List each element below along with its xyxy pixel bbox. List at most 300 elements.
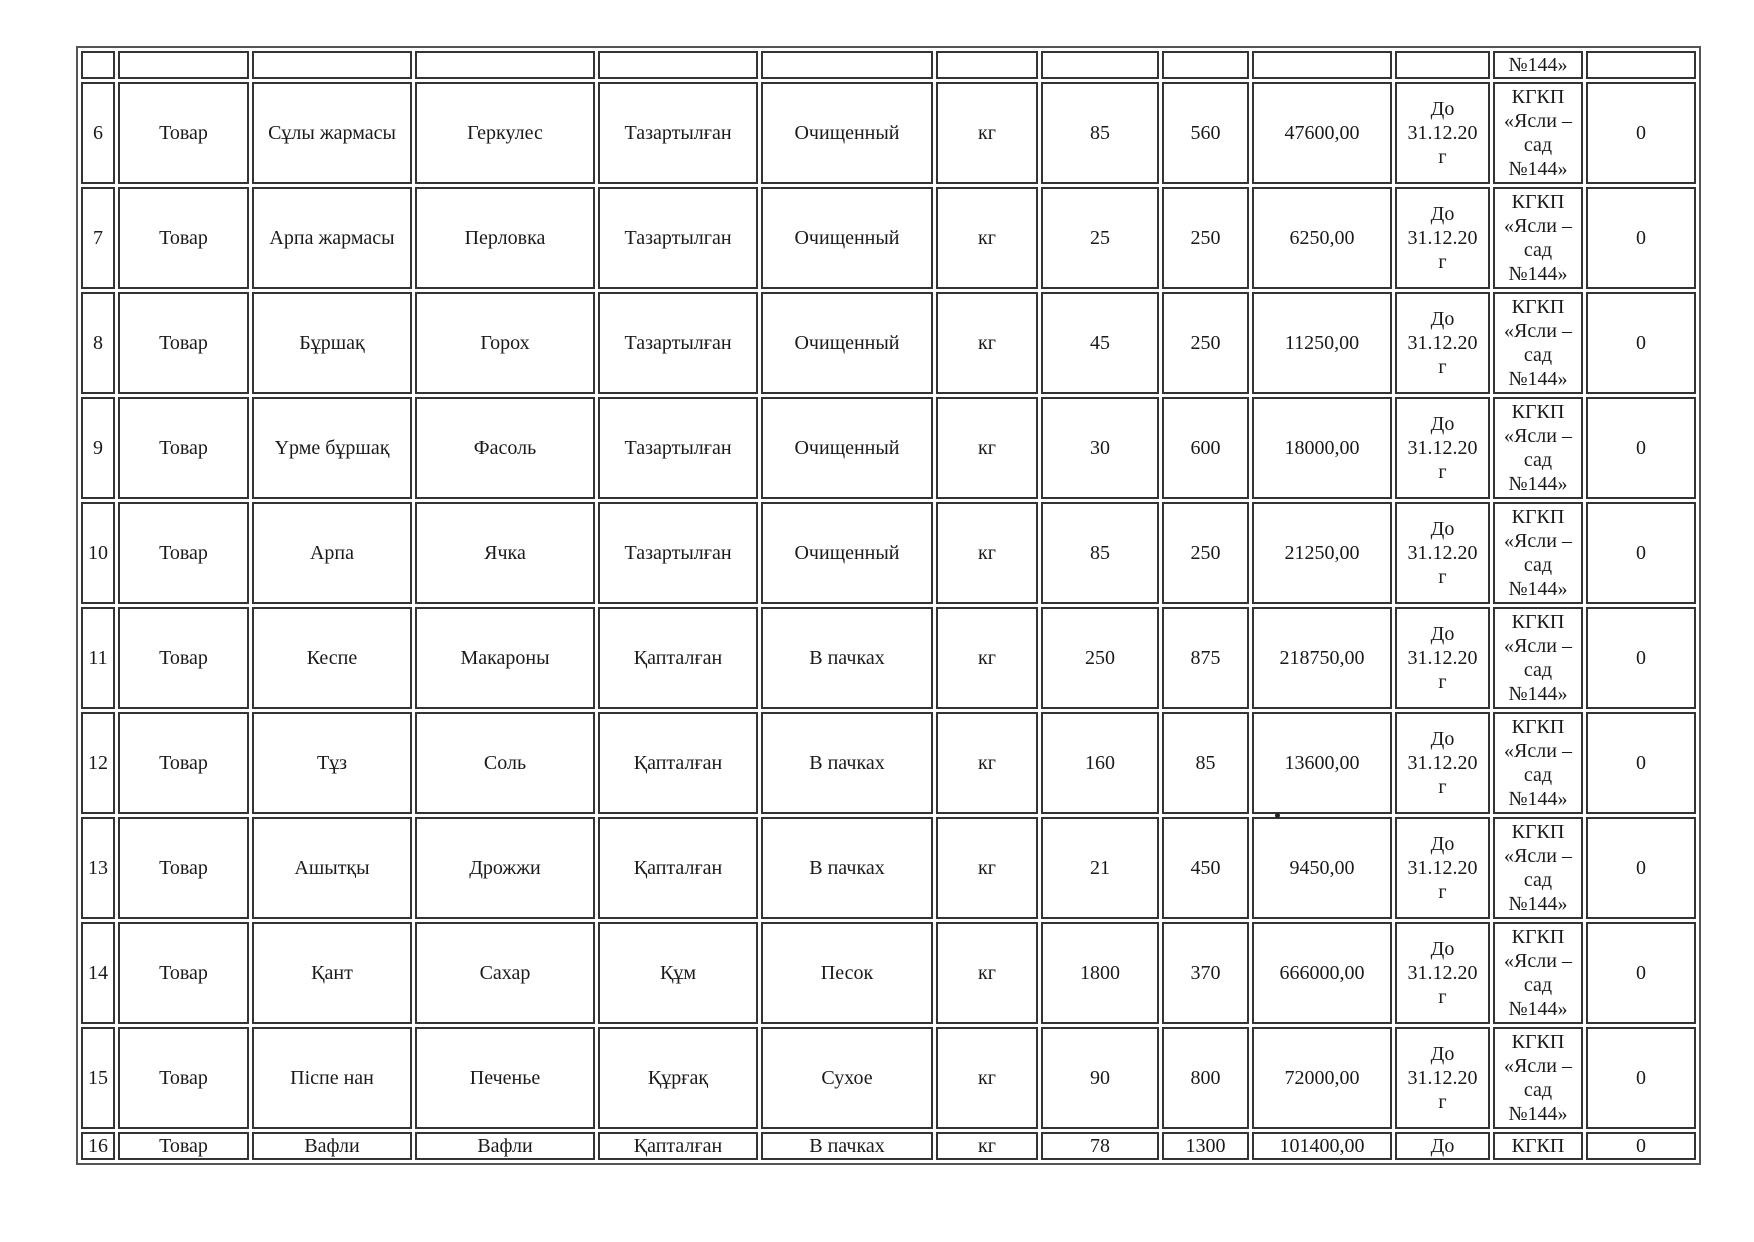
cell <box>81 51 115 79</box>
cell-sum-text: 47600,00 <box>1284 122 1360 144</box>
cell-unit-text: кг <box>978 332 996 354</box>
cell-type <box>118 1027 249 1129</box>
cell-price <box>1162 292 1249 394</box>
cell-price <box>1162 712 1249 814</box>
cell-sum-text: 9450,00 <box>1289 857 1355 879</box>
cell-char-kz-text: Қапталған <box>633 647 723 669</box>
cell-name-ru-text: Перловка <box>464 227 546 249</box>
table-row <box>81 292 1696 394</box>
cell-type-text: Товар <box>159 647 208 669</box>
cell-advance-text: 0 <box>1636 332 1646 354</box>
cell-name-kz-text: Вафли <box>304 1135 360 1157</box>
cell-sum <box>1252 1132 1392 1160</box>
cell-quantity <box>1041 922 1159 1024</box>
cell <box>761 51 933 79</box>
cell-price-text: 250 <box>1190 332 1221 354</box>
cell-sum <box>1252 82 1392 184</box>
cell-term <box>1395 1027 1490 1129</box>
table-row <box>81 187 1696 289</box>
cell-char-ru-text: В пачках <box>809 647 885 669</box>
cell-sum <box>1252 292 1392 394</box>
cell-char-ru-text: В пачках <box>809 752 885 774</box>
cell-char-ru <box>761 607 933 709</box>
cell-type-text: Товар <box>159 122 208 144</box>
cell-org <box>1493 502 1583 604</box>
cell-char-kz <box>598 1027 758 1129</box>
cell <box>415 51 595 79</box>
cell-unit <box>936 817 1038 919</box>
cell-name-kz-text: Ашытқы <box>294 857 370 879</box>
cell-name-kz-text: Арпа жармасы <box>269 227 395 249</box>
cell-quantity-text: 85 <box>1090 122 1110 144</box>
cell-quantity <box>1041 187 1159 289</box>
cell-price-text: 85 <box>1195 752 1216 774</box>
cell-name-ru <box>415 82 595 184</box>
cell-unit <box>936 712 1038 814</box>
cell-char-kz <box>598 397 758 499</box>
cell-advance-text: 0 <box>1636 1067 1646 1089</box>
cell-org-text: КГКП «Ясли – сад №144» <box>1504 716 1572 810</box>
cell-price-text: 600 <box>1190 437 1221 459</box>
cell-type <box>118 397 249 499</box>
cell-number-text: 6 <box>93 122 103 144</box>
cell-number <box>81 397 115 499</box>
cell-name-ru-text: Сахар <box>479 962 531 984</box>
cell-org <box>1493 817 1583 919</box>
cell-name-ru <box>415 292 595 394</box>
cell-char-ru <box>761 82 933 184</box>
cell-quantity-text: 21 <box>1090 857 1110 879</box>
cell-org-text: КГКП «Ясли – сад №144» <box>1504 611 1572 705</box>
cell-type-text: Товар <box>159 962 208 984</box>
cell-term-text: До 31.12.20 г <box>1407 308 1478 378</box>
cell-unit <box>936 607 1038 709</box>
cell-name-kz-text: Тұз <box>316 752 348 774</box>
cell <box>118 51 249 79</box>
cell-org <box>1493 712 1583 814</box>
cell-advance <box>1586 397 1696 499</box>
cell-char-ru-text: Очищенный <box>794 542 900 564</box>
cell-name-kz <box>252 817 412 919</box>
cell-quantity <box>1041 817 1159 919</box>
cell-unit-text: кг <box>978 122 996 144</box>
cell-advance <box>1586 712 1696 814</box>
cell-char-kz <box>598 1132 758 1160</box>
cell-name-ru <box>415 502 595 604</box>
cell-name-kz-text: Қант <box>311 962 353 984</box>
cell-quantity <box>1041 1132 1159 1160</box>
cell-name-ru <box>415 607 595 709</box>
cell-quantity <box>1041 1027 1159 1129</box>
cell-term <box>1395 82 1490 184</box>
cell-char-ru <box>761 397 933 499</box>
cell-char-ru <box>761 1132 933 1160</box>
cell-org <box>1493 292 1583 394</box>
cell-org-text: КГКП <box>1511 1135 1565 1157</box>
cell-quantity <box>1041 82 1159 184</box>
cell-type <box>118 712 249 814</box>
cell-term-text: До <box>1430 1135 1455 1157</box>
cell-number <box>81 1027 115 1129</box>
cell-advance <box>1586 82 1696 184</box>
cell-org-text: КГКП «Ясли – сад №144» <box>1504 296 1572 390</box>
cell-type <box>118 292 249 394</box>
cell-advance-text: 0 <box>1636 647 1646 669</box>
cell-quantity-text: 1800 <box>1080 962 1120 984</box>
cell-char-kz <box>598 817 758 919</box>
cell-unit <box>936 397 1038 499</box>
cell-name-ru-text: Фасоль <box>473 437 537 459</box>
cell-term <box>1395 502 1490 604</box>
cell-term <box>1395 607 1490 709</box>
cell-org <box>1493 187 1583 289</box>
cell-name-ru-text: Горох <box>480 332 530 354</box>
cell-quantity-text: 90 <box>1090 1067 1110 1089</box>
cell-char-kz-text: Тазартылған <box>624 122 732 144</box>
cell-char-ru <box>761 187 933 289</box>
cell-type-text: Товар <box>159 1067 208 1089</box>
cell-advance-text: 0 <box>1636 227 1646 249</box>
cell-unit-text: кг <box>978 1067 996 1089</box>
cell-number-text: 11 <box>88 647 108 669</box>
cell-term-text: До 31.12.20 г <box>1407 728 1478 798</box>
table-row <box>81 607 1696 709</box>
cell-term-text: До 31.12.20 г <box>1407 938 1478 1008</box>
cell <box>936 51 1038 79</box>
cell-number-text: 12 <box>88 752 108 774</box>
cell-term-text: До 31.12.20 г <box>1407 413 1478 483</box>
cell-org <box>1493 397 1583 499</box>
cell <box>1041 51 1159 79</box>
cell-char-ru-text: В пачках <box>809 1135 885 1157</box>
cell-unit-text: кг <box>978 437 996 459</box>
cell-sum <box>1252 397 1392 499</box>
table-body <box>81 51 1696 1160</box>
cell <box>1162 51 1249 79</box>
cell-org <box>1493 82 1583 184</box>
cell <box>598 51 758 79</box>
cell-price-text: 1300 <box>1185 1135 1226 1157</box>
cell-number <box>81 607 115 709</box>
cell-sum-text: 72000,00 <box>1284 1067 1360 1089</box>
cell-org <box>1493 1027 1583 1129</box>
cell-name-ru-text: Вафли <box>477 1135 533 1157</box>
cell-term-text: До 31.12.20 г <box>1407 1043 1478 1113</box>
table-row <box>81 397 1696 499</box>
cell-sum <box>1252 187 1392 289</box>
cell-term-text: До 31.12.20 г <box>1407 518 1478 588</box>
cell-name-kz <box>252 292 412 394</box>
cell-char-kz-text: Қапталған <box>633 857 723 879</box>
cell-quantity-text: 25 <box>1090 227 1110 249</box>
cell-char-ru <box>761 817 933 919</box>
cell-advance <box>1586 292 1696 394</box>
cell-name-ru <box>415 817 595 919</box>
cell-sum-text: 6250,00 <box>1289 227 1355 249</box>
cell-price <box>1162 187 1249 289</box>
cell-advance-text: 0 <box>1636 122 1646 144</box>
cell-price-text: 875 <box>1190 647 1221 669</box>
cell-unit-text: кг <box>978 857 996 879</box>
cell-unit-text: кг <box>978 752 996 774</box>
cell-sum-text: 13600,00 <box>1284 752 1360 774</box>
cell-number <box>81 292 115 394</box>
cell-unit-text: кг <box>978 542 996 564</box>
cell-price <box>1162 817 1249 919</box>
cell-number <box>81 502 115 604</box>
cell-char-kz <box>598 922 758 1024</box>
cell-type-text: Товар <box>159 542 208 564</box>
cell-unit <box>936 187 1038 289</box>
cell-sum <box>1252 502 1392 604</box>
cell-number <box>81 817 115 919</box>
cell-advance-text: 0 <box>1636 857 1646 879</box>
cell-sum-text: 11250,00 <box>1284 332 1360 354</box>
cell-term <box>1395 817 1490 919</box>
cell-type-text: Товар <box>159 437 208 459</box>
cell-price-text: 800 <box>1190 1067 1221 1089</box>
cell-name-ru <box>415 397 595 499</box>
cell-number-text: 15 <box>88 1067 108 1089</box>
cell-advance <box>1586 922 1696 1024</box>
cell-org <box>1493 607 1583 709</box>
cell-unit-text: кг <box>978 1135 996 1157</box>
cell-name-kz <box>252 922 412 1024</box>
cell-term <box>1395 292 1490 394</box>
cell-name-kz <box>252 397 412 499</box>
cell-name-ru <box>415 1027 595 1129</box>
cell-char-kz <box>598 82 758 184</box>
cell-char-kz-text: Тазартылған <box>624 332 732 354</box>
cell-sum-text: 21250,00 <box>1284 542 1360 564</box>
cell-sum-text: 101400,00 <box>1279 1135 1365 1157</box>
cell-name-ru <box>415 1132 595 1160</box>
cell-quantity <box>1041 712 1159 814</box>
cell-unit-text: кг <box>978 962 996 984</box>
cell-number-text: 10 <box>88 542 108 564</box>
cell-char-ru-text: Песок <box>820 962 874 984</box>
cell-char-ru <box>761 1027 933 1129</box>
cell-name-kz <box>252 502 412 604</box>
cell-quantity-text: 250 <box>1085 647 1115 669</box>
cell-char-kz <box>598 292 758 394</box>
cell-org-text: КГКП «Ясли – сад №144» <box>1504 821 1572 915</box>
cell-advance-text: 0 <box>1636 437 1646 459</box>
cell-number <box>81 82 115 184</box>
cell-name-ru <box>415 712 595 814</box>
cell-org-text: КГКП «Ясли – сад №144» <box>1504 86 1572 180</box>
cell-type <box>118 922 249 1024</box>
cell-char-kz <box>598 607 758 709</box>
cell-type <box>118 607 249 709</box>
cell-price <box>1162 922 1249 1024</box>
cell-number-text: 7 <box>93 227 103 249</box>
cell-type <box>118 817 249 919</box>
cell-term <box>1395 187 1490 289</box>
cell-number-text: 9 <box>93 437 103 459</box>
cell-sum <box>1252 922 1392 1024</box>
cell-quantity-text: 30 <box>1090 437 1110 459</box>
cell-sum-text: 18000,00 <box>1284 437 1360 459</box>
table-row <box>81 712 1696 814</box>
cell-unit <box>936 502 1038 604</box>
cell-price <box>1162 502 1249 604</box>
cell-name-kz <box>252 1027 412 1129</box>
cell-type-text: Товар <box>159 857 208 879</box>
cell-sum <box>1252 607 1392 709</box>
cell-char-ru-text: Сухое <box>821 1067 873 1089</box>
cell-sum <box>1252 1027 1392 1129</box>
cell-advance <box>1586 187 1696 289</box>
cell-term-text: До 31.12.20 г <box>1407 833 1478 903</box>
cell-char-kz-text: Тазартылган <box>624 227 732 249</box>
cell-advance-text: 0 <box>1636 962 1646 984</box>
cell-term-text: До 31.12.20 г <box>1407 203 1478 273</box>
cell-price-text: 450 <box>1190 857 1221 879</box>
cell-number <box>81 1132 115 1160</box>
table-row <box>81 922 1696 1024</box>
cell-advance <box>1586 1027 1696 1129</box>
cell-type-text: Товар <box>159 227 208 249</box>
cell <box>1252 51 1392 79</box>
table-row-partial <box>81 51 1696 79</box>
cell-unit <box>936 922 1038 1024</box>
cell-type-text: Товар <box>159 332 208 354</box>
cell-quantity-text: 160 <box>1085 752 1115 774</box>
cell-name-kz <box>252 712 412 814</box>
cell-org-text: КГКП «Ясли – сад №144» <box>1504 926 1572 1020</box>
cell-name-ru <box>415 922 595 1024</box>
cell-advance-text: 0 <box>1636 542 1646 564</box>
cell-number-text: 13 <box>88 857 108 879</box>
cell-char-kz <box>598 502 758 604</box>
table-row <box>81 817 1696 919</box>
cell-char-ru-text: Очищенный <box>794 437 900 459</box>
goods-table <box>76 46 1701 1165</box>
cell-advance <box>1586 1132 1696 1160</box>
cell-quantity <box>1041 607 1159 709</box>
cell-term-text: До 31.12.20 г <box>1407 623 1478 693</box>
cell <box>252 51 412 79</box>
cell-price <box>1162 607 1249 709</box>
cell-quantity <box>1041 292 1159 394</box>
cell-price-text: 250 <box>1190 227 1221 249</box>
cell-name-kz-text: Піспе нан <box>290 1067 374 1089</box>
cell-char-kz-text: Қапталған <box>633 752 723 774</box>
cell-term-text: До 31.12.20 г <box>1407 98 1478 168</box>
table-row <box>81 502 1696 604</box>
cell-quantity <box>1041 397 1159 499</box>
cell-name-kz <box>252 82 412 184</box>
cell-org-text: КГКП «Ясли – сад №144» <box>1504 1031 1572 1125</box>
cell-price <box>1162 1027 1249 1129</box>
cell-unit <box>936 1132 1038 1160</box>
cell-name-kz-text: Бұршақ <box>299 332 365 354</box>
cell-name-kz <box>252 1132 412 1160</box>
cell-unit <box>936 292 1038 394</box>
cell-unit <box>936 82 1038 184</box>
cell-char-kz-text: Қапталған <box>633 1135 723 1157</box>
cell-name-kz-text: Арпа <box>309 542 355 564</box>
cell-advance <box>1586 817 1696 919</box>
cell-char-ru-text: Очищенный <box>794 122 900 144</box>
cell-quantity <box>1041 502 1159 604</box>
cell-quantity-text: 78 <box>1090 1135 1110 1157</box>
cell-org-text: КГКП «Ясли – сад №144» <box>1504 506 1572 600</box>
scan-speck <box>1275 813 1280 818</box>
cell <box>1395 51 1490 79</box>
cell-char-ru-text: В пачках <box>809 857 885 879</box>
cell-type-text: Товар <box>159 1135 208 1157</box>
cell-term <box>1395 922 1490 1024</box>
cell-org: №144» <box>1493 51 1583 79</box>
cell-unit-text: кг <box>978 647 996 669</box>
cell-name-ru-text: Ячка <box>484 542 526 564</box>
cell-org-text: КГКП «Ясли – сад №144» <box>1504 191 1572 285</box>
cell-advance-text: 0 <box>1636 1135 1646 1157</box>
cell-sum-text: 666000,00 <box>1279 962 1365 984</box>
cell-number-text: 14 <box>88 962 108 984</box>
cell-type-text: Товар <box>159 752 208 774</box>
cell-name-kz <box>252 187 412 289</box>
cell-name-ru-text: Геркулес <box>467 122 543 144</box>
cell-advance <box>1586 607 1696 709</box>
cell-char-kz-text: Тазартылған <box>624 437 732 459</box>
cell-type <box>118 1132 249 1160</box>
cell-type <box>118 187 249 289</box>
cell-term <box>1395 712 1490 814</box>
cell-char-kz-text: Тазартылған <box>624 542 732 564</box>
cell-type <box>118 502 249 604</box>
cell-char-ru-text: Очищенный <box>794 332 900 354</box>
cell-name-ru-text: Макароны <box>460 647 550 669</box>
cell-unit <box>936 1027 1038 1129</box>
cell-price <box>1162 397 1249 499</box>
cell-char-kz-text: Құм <box>660 962 696 984</box>
cell-sum-text: 218750,00 <box>1279 647 1365 669</box>
cell <box>1586 51 1696 79</box>
cell-char-kz <box>598 712 758 814</box>
cell-name-ru-text: Печенье <box>469 1067 541 1089</box>
cell-price-text: 250 <box>1190 542 1221 564</box>
cell-char-ru <box>761 502 933 604</box>
cell-number <box>81 922 115 1024</box>
cell-price-text: 560 <box>1190 122 1221 144</box>
cell-name-kz-text: Кеспе <box>306 647 358 669</box>
cell-name-kz-text: Үрме бұршақ <box>274 437 390 459</box>
cell-char-ru <box>761 292 933 394</box>
cell-char-kz-text: Құрғақ <box>647 1067 709 1089</box>
cell-char-kz <box>598 187 758 289</box>
cell-name-ru <box>415 187 595 289</box>
table-row <box>81 1132 1696 1160</box>
cell-term <box>1395 1132 1490 1160</box>
cell-advance-text: 0 <box>1636 752 1646 774</box>
cell-sum <box>1252 712 1392 814</box>
cell-org-text: КГКП «Ясли – сад №144» <box>1504 401 1572 495</box>
cell-char-ru <box>761 922 933 1024</box>
cell-unit-text: кг <box>978 227 996 249</box>
cell-number-text: 8 <box>93 332 103 354</box>
table-row <box>81 1027 1696 1129</box>
cell-name-kz <box>252 607 412 709</box>
cell-char-ru <box>761 712 933 814</box>
cell-number <box>81 712 115 814</box>
cell-org <box>1493 1132 1583 1160</box>
cell-char-ru-text: Очищенный <box>794 227 900 249</box>
cell-sum <box>1252 817 1392 919</box>
cell-quantity-text: 85 <box>1090 542 1110 564</box>
